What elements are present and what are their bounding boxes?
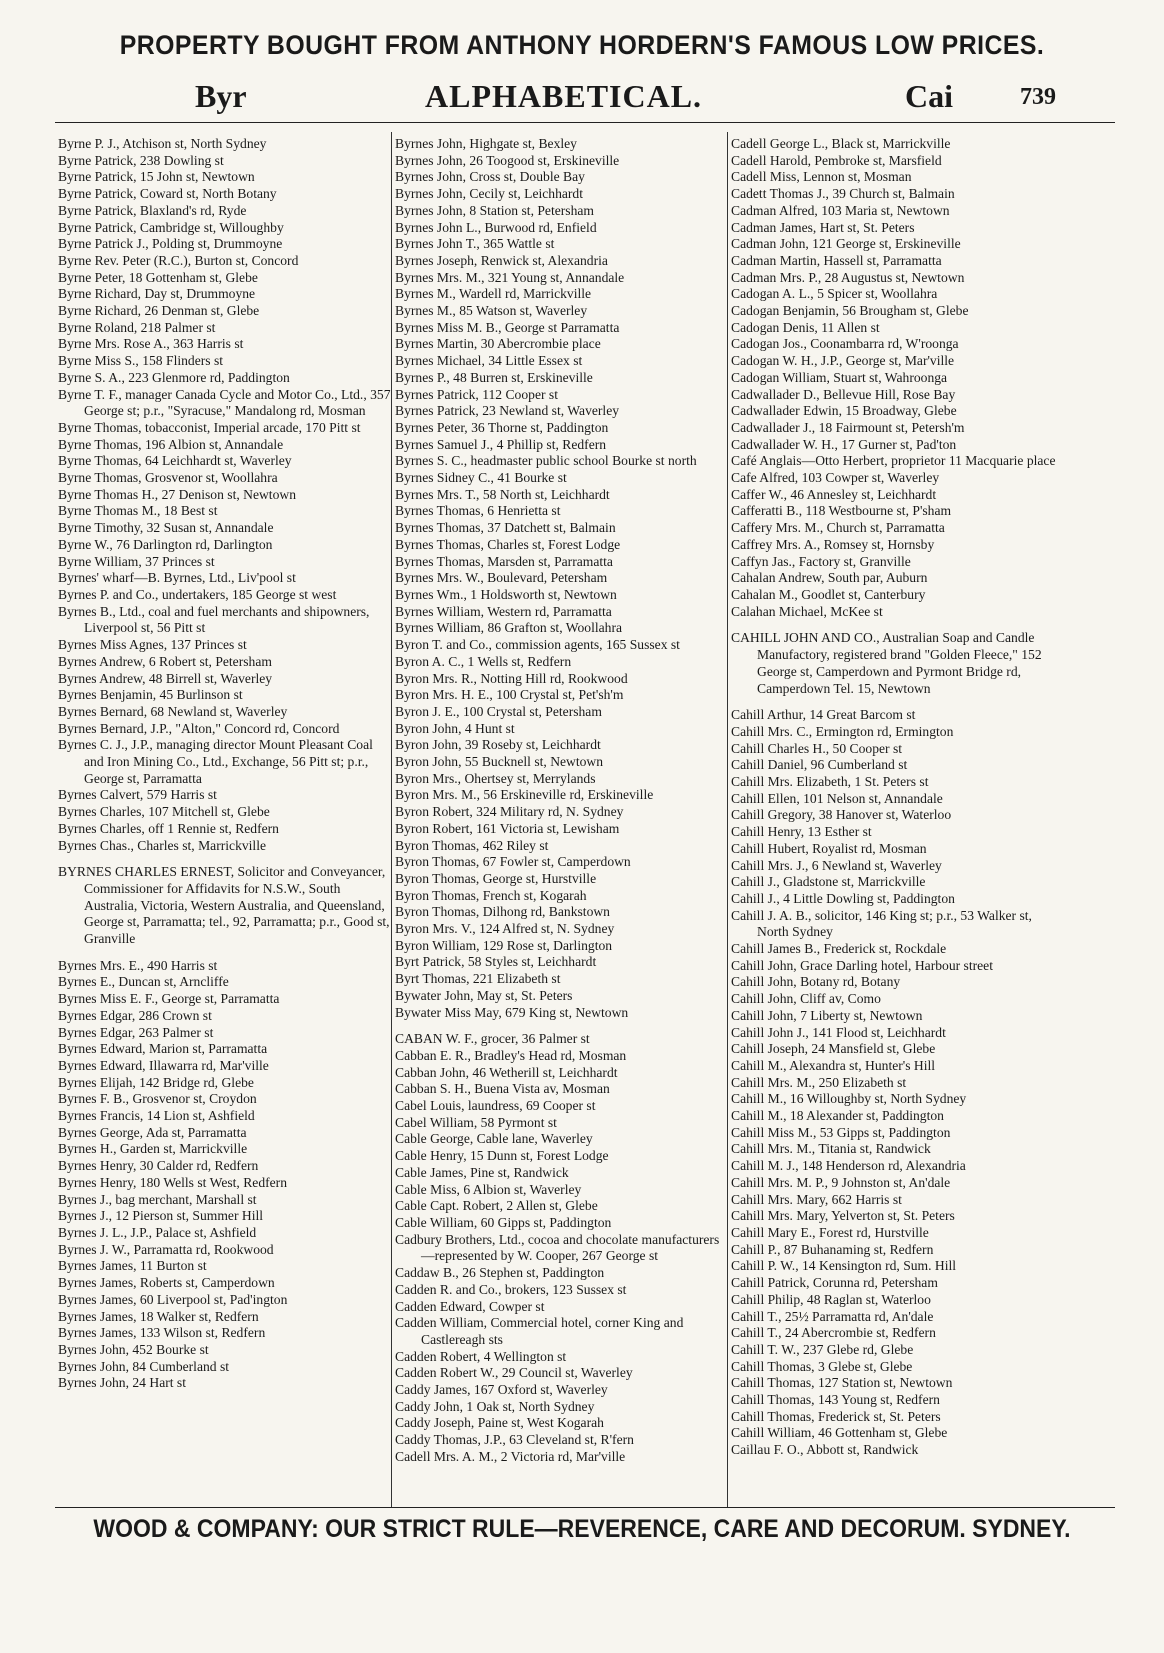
directory-entry: Byrnes' wharf—B. Byrnes, Ltd., Liv'pool st <box>58 570 296 586</box>
header-title: ALPHABETICAL. <box>425 78 703 114</box>
directory-entry: Cadogan Denis, 11 Allen st <box>731 319 880 335</box>
directory-entry: Byrne Thomas, 64 Leichhardt st, Waverley <box>58 453 292 469</box>
directory-entry: Byrnes Henry, 180 Wells st West, Redfern <box>58 1174 287 1190</box>
directory-entry: Byrnes J. L., J.P., Palace st, Ashfield <box>58 1225 257 1240</box>
directory-entry: Café Anglais—Otto Herbert, proprietor 11 Macquarie place <box>731 453 1056 469</box>
directory-entry: Cadwallader D., Bellevue Hill, Rose Bay <box>731 386 956 402</box>
page-number: 739 <box>1020 84 1056 110</box>
directory-column-3 <box>731 136 1067 1459</box>
directory-entry: Byrne Patrick, Cambridge st, Willoughby <box>58 219 284 235</box>
directory-entry: Byron Mrs. M., 56 Erskineville rd, Erskineville <box>395 787 654 803</box>
directory-entry: Cahill Mrs. Mary, 662 Harris st <box>731 1191 902 1207</box>
directory-entry: Cahill John, Botany rd, Botany <box>731 974 901 990</box>
directory-entry: Byrnes Mrs. E., 490 Harris st <box>58 957 218 973</box>
directory-entry: Byron J. E., 100 Crystal st, Petersham <box>395 703 602 719</box>
directory-entry: Cadwallader J., 18 Fairmount st, Petersh'm <box>731 419 965 435</box>
directory-entry: Cahalan M., Goodlet st, Canterbury <box>731 586 926 602</box>
directory-entry: Cahill Mrs. Elizabeth, 1 St. Peters st <box>731 774 929 790</box>
directory-entry: Byrnes Thomas, 6 Henrietta st <box>395 503 561 519</box>
directory-entry: Cahill M., 16 Willoughby st, North Sydney <box>731 1091 967 1107</box>
directory-entry: Cahill Gregory, 38 Hanover st, Waterloo <box>731 807 952 823</box>
directory-entry: Byrnes Edward, Illawarra rd, Mar'ville <box>58 1057 269 1073</box>
directory-entry: Cadden Robert, 4 Wellington st <box>395 1348 567 1364</box>
directory-entry: Byrnes Samuel J., 4 Phillip st, Redfern <box>395 436 607 452</box>
directory-entry: Byrne William, 37 Princes st <box>58 553 215 569</box>
directory-entry: Bywater Miss May, 679 King st, Newtown <box>395 1004 629 1020</box>
directory-entry: Byron A. C., 1 Wells st, Redfern <box>395 653 572 669</box>
directory-entry: Cahill Mrs. M. P., 9 Johnston st, An'dale <box>731 1174 951 1190</box>
directory-entry: Cabban John, 46 Wetherill st, Leichhardt <box>395 1064 618 1080</box>
directory-entry: Cadden William, Commercial hotel, corner King and Castlereagh sts <box>395 1315 684 1347</box>
directory-entry: Byrnes George, Ada st, Parramatta <box>58 1124 247 1140</box>
directory-entry: Cable James, Pine st, Randwick <box>395 1164 569 1180</box>
directory-entry: Byron Mrs., Ohertsey st, Merrylands <box>395 770 596 786</box>
directory-entry: Cahill Mrs. C., Ermington rd, Ermington <box>731 723 954 739</box>
directory-entry: Byrnes Miss M. B., George st Parramatta <box>395 319 620 335</box>
directory-entry: Cahill Mrs. J., 6 Newland st, Waverley <box>731 857 942 873</box>
directory-entry: Byrnes M., Wardell rd, Marrickville <box>395 286 592 302</box>
directory-entry: Calahan Michael, McKee st <box>731 603 883 619</box>
directory-entry: Byrt Thomas, 221 Elizabeth st <box>395 971 561 987</box>
directory-entry: Cahill William, 46 Gottenham st, Glebe <box>731 1425 948 1441</box>
directory-entry: Byron Robert, 161 Victoria st, Lewisham <box>395 820 620 836</box>
directory-entry: Cable George, Cable lane, Waverley <box>395 1131 593 1147</box>
directory-entry: Cadogan Jos., Coonambarra rd, W'roonga <box>731 336 959 352</box>
directory-entry: Cahill Philip, 48 Raglan st, Waterloo <box>731 1291 931 1307</box>
directory-entry: Cadell Mrs. A. M., 2 Victoria rd, Mar'ville <box>395 1448 626 1464</box>
directory-entry: Byrne Timothy, 32 Susan st, Annandale <box>58 520 274 536</box>
directory-entry: Cahill P., 87 Buhanaming st, Redfern <box>731 1241 934 1257</box>
directory-entry: Cabban S. H., Buena Vista av, Mosman <box>395 1081 610 1097</box>
directory-entry: Byrnes Chas., Charles st, Marrickville <box>58 837 267 853</box>
directory-entry: Byrnes Elijah, 142 Bridge rd, Glebe <box>58 1074 254 1090</box>
directory-entry: Byrne Thomas, tobacconist, Imperial arcade, 170 Pitt st <box>58 419 361 435</box>
directory-entry: Byrnes Patrick, 112 Cooper st <box>395 386 558 402</box>
directory-entry: Byrnes B., Ltd., coal and fuel merchants and shipowners, Liverpool st, 56 Pitt st <box>58 603 370 636</box>
directory-entry: Byrnes P. and Co., undertakers, 185 George st west <box>58 586 337 602</box>
directory-entry: Byrnes Patrick, 23 Newland st, Waverley <box>395 403 620 419</box>
directory-entry: Byrnes Charles, 107 Mitchell st, Glebe <box>58 804 270 820</box>
directory-entry: Cadbury Brothers, Ltd., cocoa and chocolate manufacturers—represented by W. Cooper, 267 George st <box>395 1231 720 1264</box>
directory-entry: Cahill Thomas, 127 Station st, Newtown <box>731 1375 953 1391</box>
directory-entry: Cadogan William, Stuart st, Wahroonga <box>731 369 948 385</box>
directory-entry: Byron T. and Co., commission agents, 165 Sussex st <box>395 637 680 653</box>
directory-entry: Cahill T., 24 Abercrombie st, Redfern <box>731 1325 936 1341</box>
top-advert-banner: PROPERTY BOUGHT FROM ANTHONY HORDERN'S FAMOUS LOW PRICES. <box>119 30 1045 60</box>
directory-entry: Byron John, 55 Bucknell st, Newtown <box>395 754 604 770</box>
directory-entry: Cahill Daniel, 96 Cumberland st <box>731 757 908 773</box>
directory-entry: Byrne Patrick J., Polding st, Drummoyne <box>58 236 283 252</box>
directory-entry: Byrne Patrick, 15 John st, Newtown <box>58 169 255 185</box>
directory-entry: Byrnes J. W., Parramatta rd, Rookwood <box>58 1241 274 1257</box>
directory-entry: Caffer W., 46 Annesley st, Leichhardt <box>731 486 937 502</box>
bottom-advert-banner: WOOD & COMPANY: OUR STRICT RULE—REVERENCE, CARE AND DECORUM. SYDNEY. <box>93 1515 1071 1543</box>
directory-entry: Byrnes Andrew, 48 Birrell st, Waverley <box>58 670 273 686</box>
directory-entry: Byrne S. A., 223 Glenmore rd, Paddington <box>58 369 290 385</box>
directory-entry: Byrne Richard, 26 Denman st, Glebe <box>58 303 260 319</box>
directory-entry: Cadman Mrs. P., 28 Augustus st, Newtown <box>731 269 965 285</box>
directory-entry: Cadman John, 121 George st, Erskineville <box>731 236 961 252</box>
directory-entry: Caffyn Jas., Factory st, Granville <box>731 553 911 569</box>
directory-entry: Cabel William, 58 Pyrmont st <box>395 1114 557 1130</box>
directory-entry: Cahill P. W., 14 Kensington rd, Sum. Hill <box>731 1258 957 1274</box>
directory-entry: Byrnes Martin, 30 Abercrombie place <box>395 336 601 352</box>
directory-entry: Cahill Miss M., 53 Gipps st, Paddington <box>731 1124 951 1140</box>
directory-entry: Byrne Mrs. Rose A., 363 Harris st <box>58 336 244 352</box>
directory-entry: Cadogan A. L., 5 Spicer st, Woollahra <box>731 286 938 302</box>
directory-entry: Cahill T. W., 237 Glebe rd, Glebe <box>731 1341 914 1357</box>
directory-entry: Byrne Thomas, 196 Albion st, Annandale <box>58 436 284 452</box>
directory-entry: Byron Thomas, 462 Riley st <box>395 837 549 853</box>
directory-entry: Byron Mrs. V., 124 Alfred st, N. Sydney <box>395 921 615 937</box>
header-rule <box>55 122 1115 123</box>
directory-entry: Byrnes John, 84 Cumberland st <box>58 1358 230 1374</box>
directory-entry: Cadett Thomas J., 39 Church st, Balmain <box>731 186 955 202</box>
footer-rule <box>55 1507 1115 1508</box>
directory-entry: Byron Mrs. R., Notting Hill rd, Rookwood <box>395 670 628 686</box>
directory-entry: Byrnes Edward, Marion st, Parramatta <box>58 1041 268 1057</box>
directory-entry: Byrnes Wm., 1 Holdsworth st, Newtown <box>395 586 617 602</box>
directory-entry: Byrnes Calvert, 579 Harris st <box>58 787 217 803</box>
directory-entry: Cabban E. R., Bradley's Head rd, Mosman <box>395 1047 627 1063</box>
directory-entry: Cahill J. A. B., solicitor, 146 King st; p.r., 53 Walker st, North Sydney <box>731 907 1032 940</box>
directory-entry: Byrnes James, 11 Burton st <box>58 1258 207 1274</box>
directory-entry: Byrnes Henry, 30 Calder rd, Redfern <box>58 1158 259 1174</box>
directory-entry: Byrnes Benjamin, 45 Burlinson st <box>58 687 243 703</box>
directory-entry: Byrnes Miss Agnes, 137 Princes st <box>58 637 247 653</box>
directory-entry: Byrne Patrick, Coward st, North Botany <box>58 186 277 202</box>
directory-entry: Cahill Ellen, 101 Nelson st, Annandale <box>731 790 943 806</box>
directory-entry: Byrne P. J., Atchison st, North Sydney <box>58 136 267 151</box>
directory-entry: Cadell Harold, Pembroke st, Marsfield <box>731 152 942 168</box>
directory-entry: Cahill T., 25½ Parramatta rd, An'dale <box>731 1308 934 1324</box>
directory-entry: Byrnes J., bag merchant, Marshall st <box>58 1191 257 1207</box>
directory-entry: Byrnes James, 60 Liverpool st, Pad'ington <box>58 1291 288 1307</box>
directory-entry: Caffery Mrs. M., Church st, Parramatta <box>731 520 945 536</box>
directory-entry: Cahill J., 4 Little Dowling st, Paddington <box>731 890 955 906</box>
directory-entry: Bywater John, May st, St. Peters <box>395 987 573 1003</box>
directory-entry: CABAN W. F., grocer, 36 Palmer st <box>395 1031 590 1047</box>
directory-entry: Byrnes P., 48 Burren st, Erskineville <box>395 369 593 385</box>
directory-entry: Byrnes S. C., headmaster public school Bourke st north <box>395 453 697 469</box>
directory-entry: Cahill Arthur, 14 Great Barcom st <box>731 707 916 723</box>
directory-entry: Cahill John, 7 Liberty st, Newtown <box>731 1007 923 1023</box>
directory-entry: Cable William, 60 Gipps st, Paddington <box>395 1215 612 1230</box>
directory-entry: Cadogan W. H., J.P., George st, Mar'ville <box>731 353 955 369</box>
directory-entry: Byrne Rev. Peter (R.C.), Burton st, Concord <box>58 252 299 268</box>
directory-entry: Byrnes E., Duncan st, Arncliffe <box>58 974 229 990</box>
directory-entry: Cahill John, Cliff av, Como <box>731 991 881 1007</box>
directory-entry: Byrnes John, 24 Hart st <box>58 1375 186 1391</box>
directory-entry: Byrnes J., 12 Pierson st, Summer Hill <box>58 1208 264 1224</box>
directory-entry: Byron Thomas, George st, Hurstville <box>395 870 597 886</box>
directory-column-2 <box>395 136 731 1466</box>
directory-entry: Cahill Thomas, 143 Young st, Redfern <box>731 1392 940 1408</box>
directory-entry: Cadwallader W. H., 17 Gurner st, Pad'ton <box>731 436 957 452</box>
directory-entry: Byrne Roland, 218 Palmer st <box>58 319 216 335</box>
directory-entry: Byrnes William, Western rd, Parramatta <box>395 603 612 619</box>
directory-entry: Byrnes John T., 365 Wattle st <box>395 236 555 252</box>
directory-entry: Byrnes H., Garden st, Marrickville <box>58 1141 248 1157</box>
directory-entry: Cahill Thomas, Frederick st, St. Peters <box>731 1408 941 1424</box>
directory-entry: Byrnes John L., Burwood rd, Enfield <box>395 219 597 235</box>
directory-entry: Byrne Patrick, 238 Dowling st <box>58 152 224 168</box>
directory-entry: Cahill Joseph, 24 Mansfield st, Glebe <box>731 1041 936 1057</box>
directory-entry: Byrne Miss S., 158 Flinders st <box>58 353 224 369</box>
directory-entry: Cafe Alfred, 103 Cowper st, Waverley <box>731 470 940 486</box>
directory-entry: Byrne Thomas, Grosvenor st, Woollahra <box>58 470 278 486</box>
directory-entry: Byron Robert, 324 Military rd, N. Sydney <box>395 804 624 820</box>
directory-entry: Byrnes Mrs. M., 321 Young st, Annandale <box>395 269 625 285</box>
directory-entry: Cadwallader Edwin, 15 Broadway, Glebe <box>731 403 957 419</box>
directory-entry: Cable Miss, 6 Albion st, Waverley <box>395 1181 582 1197</box>
directory-entry: Cahill James B., Frederick st, Rockdale <box>731 941 947 957</box>
directory-entry: Byron Thomas, French st, Kogarah <box>395 887 587 903</box>
directory-entry: Cafferatti B., 118 Westbourne st, P'sham <box>731 503 952 519</box>
directory-entry: Byrnes Joseph, Renwick st, Alexandria <box>395 252 608 268</box>
directory-entry: Byrne Thomas M., 18 Best st <box>58 503 218 519</box>
directory-entry: Caddaw B., 26 Stephen st, Paddington <box>395 1265 605 1281</box>
directory-entry: Byrnes Mrs. T., 58 North st, Leichhardt <box>395 486 610 502</box>
directory-entry: Byron William, 129 Rose st, Darlington <box>395 937 613 953</box>
directory-entry: Byrne Thomas H., 27 Denison st, Newtown <box>58 486 296 502</box>
directory-entry: Cable Capt. Robert, 2 Allen st, Glebe <box>395 1198 598 1214</box>
directory-entry: Cadden Edward, Cowper st <box>395 1298 545 1314</box>
directory-entry: Cahill Mary E., Forest rd, Hurstville <box>731 1225 929 1240</box>
directory-entry: Byrnes Bernard, J.P., "Alton," Concord rd, Concord <box>58 720 340 736</box>
directory-entry: Cahill John, Grace Darling hotel, Harbour street <box>731 957 993 973</box>
directory-entry: Byrnes Edgar, 286 Crown st <box>58 1007 212 1023</box>
directory-entry: Cadman James, Hart st, St. Peters <box>731 219 915 235</box>
directory-entry: Cahill Thomas, 3 Glebe st, Glebe <box>731 1358 913 1374</box>
directory-entry: BYRNES CHARLES ERNEST, Solicitor and Conveyancer, Commissioner for Affidavits for N.S.W., South Australia, Victoria, Western Australia, and Queensland, George st, Parramatta; tel., 92, Parramatta; p.r., Good st, Granville <box>58 864 390 947</box>
directory-entry: Byrnes Andrew, 6 Robert st, Petersham <box>58 653 272 669</box>
directory-entry: Cahill Hubert, Royalist rd, Mosman <box>731 840 927 856</box>
directory-entry: Cadden R. and Co., brokers, 123 Sussex st <box>395 1281 627 1297</box>
directory-entry: Cahill Charles H., 50 Cooper st <box>731 740 903 756</box>
directory-entry: Byrnes Michael, 34 Little Essex st <box>395 353 583 369</box>
directory-entry: Byrnes James, Roberts st, Camperdown <box>58 1275 275 1291</box>
directory-entry: Cadell Miss, Lennon st, Mosman <box>731 169 912 185</box>
directory-entry: Caddy Joseph, Paine st, West Kogarah <box>395 1415 604 1431</box>
directory-entry: Caddy James, 167 Oxford st, Waverley <box>395 1382 608 1398</box>
directory-entry: Byrnes John, 26 Toogood st, Erskineville <box>395 152 620 168</box>
directory-entry: Byrnes Bernard, 68 Newland st, Waverley <box>58 703 288 719</box>
directory-entry: Byron Thomas, 67 Fowler st, Camperdown <box>395 854 631 870</box>
directory-column-1 <box>58 136 394 1392</box>
directory-entry: Byron John, 4 Hunt st <box>395 720 515 736</box>
directory-entry: Cahalan Andrew, South par, Auburn <box>731 570 928 586</box>
directory-entry: Byrnes Charles, off 1 Rennie st, Redfern <box>58 820 279 836</box>
directory-entry: Caddy Thomas, J.P., 63 Cleveland st, R'fern <box>395 1432 634 1448</box>
directory-entry: Byrnes Thomas, Marsden st, Parramatta <box>395 553 613 569</box>
directory-entry: Cahill Mrs. M., 250 Elizabeth st <box>731 1074 907 1090</box>
directory-entry: Byrnes John, Highgate st, Bexley <box>395 136 577 151</box>
directory-entry: Byrnes Peter, 36 Thorne st, Paddington <box>395 419 609 435</box>
directory-entry: Byrnes John, 452 Bourke st <box>58 1341 209 1357</box>
directory-entry: Cahill M., 18 Alexander st, Paddington <box>731 1108 944 1124</box>
page-header <box>55 78 1115 114</box>
directory-entry: Cable Henry, 15 Dunn st, Forest Lodge <box>395 1148 609 1164</box>
directory-entry: Byrnes Francis, 14 Lion st, Ashfield <box>58 1108 255 1124</box>
directory-entry: Cahill John J., 141 Flood st, Leichhardt <box>731 1024 946 1040</box>
directory-entry: Cadogan Benjamin, 56 Brougham st, Glebe <box>731 303 969 319</box>
directory-entry: Byrne Richard, Day st, Drummoyne <box>58 286 256 302</box>
directory-entry: Byrnes Miss E. F., George st, Parramatta <box>58 991 280 1007</box>
directory-entry: Byrnes Sidney C., 41 Bourke st <box>395 470 567 486</box>
directory-entry: CAHILL JOHN AND CO., Australian Soap and Candle Manufactory, registered brand "Golden Fleece," 152 George st, Camperdown and Pyrmont Bridge rd, Camperdown Tel. 15, Newtown <box>731 630 1042 696</box>
directory-entry: Byrnes M., 85 Watson st, Waverley <box>395 303 588 319</box>
directory-entry: Byrnes John, Cecily st, Leichhardt <box>395 186 584 202</box>
directory-entry: Cahill M., Alexandra st, Hunter's Hill <box>731 1057 936 1073</box>
directory-entry: Cahill Mrs. M., Titania st, Randwick <box>731 1141 931 1157</box>
directory-entry: Cadden Robert W., 29 Council st, Waverley <box>395 1365 633 1381</box>
directory-entry: Byron Thomas, Dilhong rd, Bankstown <box>395 904 610 920</box>
directory-entry: Byrnes James, 18 Walker st, Redfern <box>58 1308 259 1324</box>
directory-entry: Caffrey Mrs. A., Romsey st, Hornsby <box>731 536 935 552</box>
directory-entry: Byrnes Mrs. W., Boulevard, Petersham <box>395 570 608 586</box>
directory-entry: Cabel Louis, laundress, 69 Cooper st <box>395 1098 596 1114</box>
directory-entry: Byron John, 39 Roseby st, Leichhardt <box>395 737 601 753</box>
header-last-entry: Cai <box>905 78 953 114</box>
directory-entry: Cahill Mrs. Mary, Yelverton st, St. Peters <box>731 1208 955 1224</box>
directory-entry: Cadell George L., Black st, Marrickville <box>731 136 951 151</box>
directory-entry: Byrne W., 76 Darlington rd, Darlington <box>58 536 273 552</box>
directory-entry: Byrne Peter, 18 Gottenham st, Glebe <box>58 269 258 285</box>
directory-entry: Byrnes Thomas, Charles st, Forest Lodge <box>395 536 621 552</box>
directory-entry: Byrnes John, Cross st, Double Bay <box>395 169 585 185</box>
directory-entry: Cadman Martin, Hassell st, Parramatta <box>731 252 942 268</box>
directory-entry: Byrt Patrick, 58 Styles st, Leichhardt <box>395 954 597 970</box>
directory-entry: Byrnes John, 8 Station st, Petersham <box>395 202 594 218</box>
directory-entry: Cahill Patrick, Corunna rd, Petersham <box>731 1275 938 1291</box>
directory-entry: Byrne T. F., manager Canada Cycle and Motor Co., Ltd., 357 George st; p.r., "Syracuse," Mandalong rd, Mosman <box>58 386 391 419</box>
directory-entry: Cahill J., Gladstone st, Marrickville <box>731 874 926 890</box>
directory-entry: Byrnes F. B., Grosvenor st, Croydon <box>58 1091 257 1107</box>
directory-entry: Cahill M. J., 148 Henderson rd, Alexandria <box>731 1158 966 1174</box>
directory-entry: Cadman Alfred, 103 Maria st, Newtown <box>731 202 950 218</box>
directory-entry: Cahill Henry, 13 Esther st <box>731 824 872 840</box>
directory-entry: Byrnes James, 133 Wilson st, Redfern <box>58 1325 266 1341</box>
header-first-entry: Byr <box>195 78 247 114</box>
directory-entry: Byrnes C. J., J.P., managing director Mount Pleasant Coal and Iron Mining Co., Ltd., Exchange, 56 Pitt st; p.r., George st, Parramatta <box>58 737 373 786</box>
directory-entry: Caddy John, 1 Oak st, North Sydney <box>395 1398 595 1414</box>
directory-entry: Byron Mrs. H. E., 100 Crystal st, Pet'sh'm <box>395 687 624 703</box>
directory-entry: Byrne Patrick, Blaxland's rd, Ryde <box>58 202 247 218</box>
directory-entry: Byrnes Edgar, 263 Palmer st <box>58 1024 214 1040</box>
directory-entry: Byrnes William, 86 Grafton st, Woollahra <box>395 620 623 636</box>
directory-entry: Caillau F. O., Abbott st, Randwick <box>731 1442 919 1458</box>
directory-entry: Byrnes Thomas, 37 Datchett st, Balmain <box>395 520 616 536</box>
